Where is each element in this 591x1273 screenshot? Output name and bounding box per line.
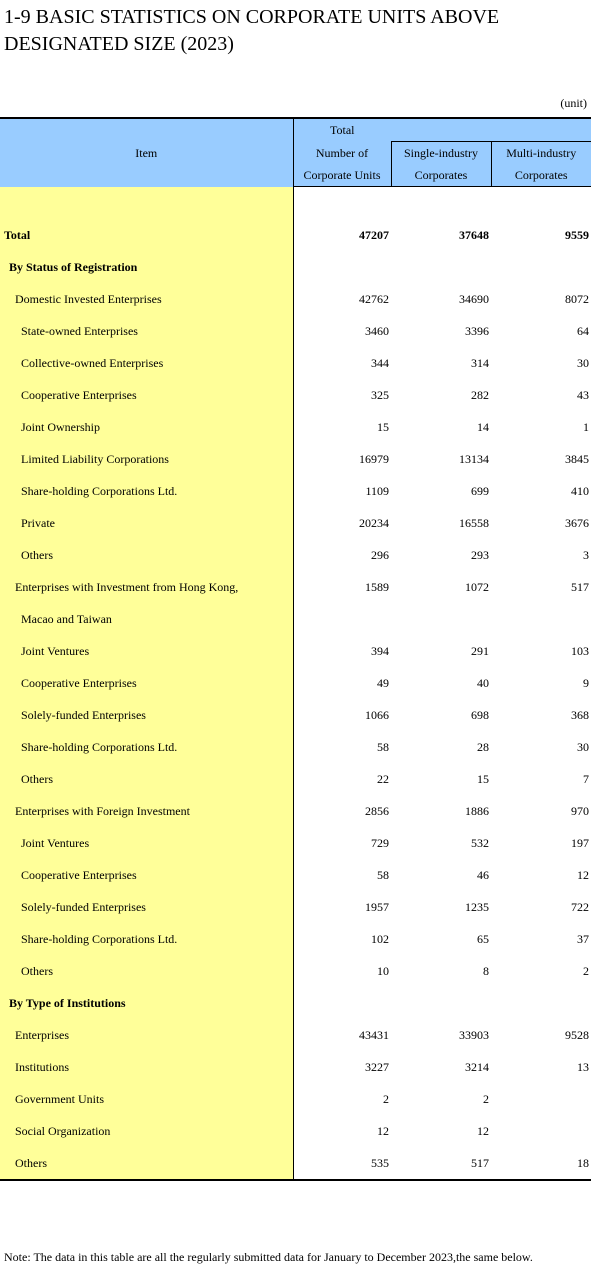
row-multi-industry-value: 9 — [583, 676, 589, 690]
row-multi-industry-value: 197 — [571, 836, 589, 850]
row-item-label: Private — [0, 507, 293, 539]
row-total-value: 10 — [377, 964, 389, 978]
row-item-label: Solely-funded Enterprises — [0, 891, 293, 923]
header-single-line-2: Corporates — [391, 164, 491, 187]
row-item-label: By Type of Institutions — [0, 987, 293, 1019]
table-row — [0, 283, 591, 315]
row-multi-industry-value — [491, 1083, 591, 1115]
table-header — [0, 118, 591, 187]
row-item-label: Limited Liability Corporations — [0, 443, 293, 475]
row-multi-industry-value: 3676 — [565, 516, 589, 530]
table-row — [0, 891, 591, 923]
table-row — [0, 379, 591, 411]
row-total-value: 2 — [383, 1092, 389, 1106]
row-item-label: Joint Ownership — [0, 411, 293, 443]
row-multi-industry-value: 13 — [577, 1060, 589, 1074]
row-total-value: 296 — [371, 548, 389, 562]
row-single-industry-value: 1886 — [465, 804, 489, 818]
row-total-value: 1957 — [365, 900, 389, 914]
row-total-value: 16979 — [359, 452, 389, 466]
row-total-value: 344 — [371, 356, 389, 370]
row-item-label: Total — [0, 219, 293, 251]
row-item-label: Domestic Invested Enterprises — [0, 283, 293, 315]
title-line-2: DESIGNATED SIZE (2023) — [4, 33, 234, 55]
header-multi-line-1: Multi-industry — [491, 142, 591, 165]
table-row — [0, 443, 591, 475]
row-item-label: Enterprises with Investment from Hong Kong, — [0, 571, 293, 603]
row-item-label: Others — [0, 539, 293, 571]
table-row — [0, 1147, 591, 1180]
row-multi-industry-value — [491, 251, 591, 283]
header-single-line-1: Single-industry — [391, 142, 491, 165]
row-single-industry-value — [391, 987, 491, 1019]
table-row — [0, 1083, 591, 1115]
row-total-value — [293, 603, 391, 635]
row-total-value: 102 — [371, 932, 389, 946]
header-multi-line-2: Corporates — [491, 164, 591, 187]
table-row — [0, 1051, 591, 1083]
row-total-value: 58 — [377, 740, 389, 754]
row-multi-industry-value: 410 — [571, 484, 589, 498]
table-row — [0, 859, 591, 891]
row-total-value — [293, 251, 391, 283]
row-multi-industry-value: 7 — [583, 772, 589, 786]
row-total-value: 1589 — [365, 580, 389, 594]
row-total-value: 1109 — [365, 484, 389, 498]
row-multi-industry-value: 12 — [577, 868, 589, 882]
row-multi-industry-value — [491, 1115, 591, 1147]
row-multi-industry-value — [491, 987, 591, 1019]
table-row — [0, 571, 591, 603]
row-multi-industry-value: 970 — [571, 804, 589, 818]
row-multi-industry-value: 8072 — [565, 292, 589, 306]
table-body — [0, 187, 591, 1181]
row-single-industry-value: 2 — [483, 1092, 489, 1106]
row-item-label: Enterprises — [0, 1019, 293, 1051]
row-total-value: 47207 — [359, 228, 389, 242]
row-total-value: 42762 — [359, 292, 389, 306]
row-item-label: Collective-owned Enterprises — [0, 347, 293, 379]
row-total-value: 58 — [377, 868, 389, 882]
table-row — [0, 635, 591, 667]
row-item-label: Cooperative Enterprises — [0, 667, 293, 699]
row-total-value: 15 — [377, 420, 389, 434]
row-single-industry-value: 3214 — [465, 1060, 489, 1074]
row-single-industry-value: 33903 — [459, 1028, 489, 1042]
row-total-value: 43431 — [359, 1028, 389, 1042]
table-row — [0, 795, 591, 827]
row-single-industry-value: 15 — [477, 772, 489, 786]
row-multi-industry-value — [491, 603, 591, 635]
header-total-line-3: Corporate Units — [293, 164, 391, 187]
row-total-value: 394 — [371, 644, 389, 658]
title-line-1: 1-9 BASIC STATISTICS ON CORPORATE UNITS ABOVE — [4, 6, 500, 28]
table-row — [0, 955, 591, 987]
header-total-line-2: Number of — [293, 142, 391, 165]
row-single-industry-value: 13134 — [459, 452, 489, 466]
row-item-label: Enterprises with Foreign Investment — [0, 795, 293, 827]
row-item-label: Share-holding Corporations Ltd. — [0, 475, 293, 507]
unit-label: (unit) — [560, 96, 587, 110]
table-note: Note: The data in this table are all the regularly submitted data for January to December 2023,the same below. — [4, 1250, 533, 1264]
row-single-industry-value: 291 — [471, 644, 489, 658]
row-single-industry-value: 28 — [477, 740, 489, 754]
row-single-industry-value: 14 — [477, 420, 489, 434]
row-total-value: 729 — [371, 836, 389, 850]
spacer-row — [0, 187, 591, 220]
row-total-value: 1066 — [365, 708, 389, 722]
header-total-line-1: Total — [293, 118, 391, 142]
row-item-label: Joint Ventures — [0, 635, 293, 667]
table-row — [0, 219, 591, 251]
row-single-industry-value: 40 — [477, 676, 489, 690]
row-multi-industry-value: 3 — [583, 548, 589, 562]
row-total-value: 12 — [377, 1124, 389, 1138]
table-row — [0, 475, 591, 507]
row-multi-industry-value: 517 — [571, 580, 589, 594]
row-single-industry-value: 517 — [391, 1147, 491, 1180]
row-total-value: 3227 — [365, 1060, 389, 1074]
row-single-industry-value: 698 — [471, 708, 489, 722]
row-multi-industry-value: 43 — [577, 388, 589, 402]
row-item-label: Macao and Taiwan — [0, 603, 293, 635]
row-item-label: Share-holding Corporations Ltd. — [0, 923, 293, 955]
row-item-label: Social Organization — [0, 1115, 293, 1147]
row-total-value: 2856 — [365, 804, 389, 818]
table-row — [0, 923, 591, 955]
row-multi-industry-value: 9528 — [565, 1028, 589, 1042]
table-row — [0, 827, 591, 859]
table-row — [0, 731, 591, 763]
row-total-value: 535 — [293, 1147, 391, 1180]
row-item-label: Others — [0, 955, 293, 987]
row-multi-industry-value: 722 — [571, 900, 589, 914]
row-total-value: 3460 — [365, 324, 389, 338]
row-item-label: Cooperative Enterprises — [0, 379, 293, 411]
row-total-value: 325 — [371, 388, 389, 402]
row-multi-industry-value: 30 — [577, 740, 589, 754]
row-multi-industry-value: 64 — [577, 324, 589, 338]
row-multi-industry-value: 1 — [583, 420, 589, 434]
row-multi-industry-value: 103 — [571, 644, 589, 658]
table-row — [0, 411, 591, 443]
row-single-industry-value: 1072 — [465, 580, 489, 594]
row-item-label: State-owned Enterprises — [0, 315, 293, 347]
table-row — [0, 315, 591, 347]
row-multi-industry-value: 9559 — [565, 228, 589, 242]
row-single-industry-value: 314 — [471, 356, 489, 370]
row-multi-industry-value: 37 — [577, 932, 589, 946]
row-single-industry-value: 3396 — [465, 324, 489, 338]
row-single-industry-value: 12 — [477, 1124, 489, 1138]
table-row — [0, 987, 591, 1019]
row-multi-industry-value: 30 — [577, 356, 589, 370]
row-item-label: Share-holding Corporations Ltd. — [0, 731, 293, 763]
table-row — [0, 1115, 591, 1147]
row-single-industry-value: 699 — [471, 484, 489, 498]
row-total-value — [293, 987, 391, 1019]
header-item: Item — [0, 118, 293, 187]
row-item-label: Government Units — [0, 1083, 293, 1115]
row-single-industry-value: 34690 — [459, 292, 489, 306]
row-single-industry-value — [391, 603, 491, 635]
row-total-value: 22 — [377, 772, 389, 786]
row-item-label: Others — [0, 1147, 293, 1180]
row-single-industry-value — [391, 251, 491, 283]
table-row — [0, 699, 591, 731]
row-single-industry-value: 1235 — [465, 900, 489, 914]
table-row — [0, 763, 591, 795]
row-item-label: Cooperative Enterprises — [0, 859, 293, 891]
table-row — [0, 347, 591, 379]
row-single-industry-value: 293 — [471, 548, 489, 562]
header-blank — [391, 118, 591, 142]
row-item-label: Joint Ventures — [0, 827, 293, 859]
table-row — [0, 507, 591, 539]
table-row — [0, 603, 591, 635]
table-row — [0, 667, 591, 699]
row-single-industry-value: 532 — [471, 836, 489, 850]
row-single-industry-value: 16558 — [459, 516, 489, 530]
row-single-industry-value: 46 — [477, 868, 489, 882]
row-single-industry-value: 65 — [477, 932, 489, 946]
row-item-label: Solely-funded Enterprises — [0, 699, 293, 731]
table-row — [0, 539, 591, 571]
table-row — [0, 1019, 591, 1051]
table-row — [0, 251, 591, 283]
row-multi-industry-value: 18 — [491, 1147, 591, 1180]
row-total-value: 20234 — [359, 516, 389, 530]
page-title — [4, 4, 499, 58]
row-total-value: 49 — [377, 676, 389, 690]
row-single-industry-value: 282 — [471, 388, 489, 402]
row-item-label: Institutions — [0, 1051, 293, 1083]
row-multi-industry-value: 3845 — [565, 452, 589, 466]
statistics-table — [0, 117, 591, 1181]
row-item-label: Others — [0, 763, 293, 795]
row-single-industry-value: 8 — [483, 964, 489, 978]
row-multi-industry-value: 2 — [583, 964, 589, 978]
row-multi-industry-value: 368 — [571, 708, 589, 722]
row-item-label: By Status of Registration — [0, 251, 293, 283]
row-single-industry-value: 37648 — [459, 228, 489, 242]
